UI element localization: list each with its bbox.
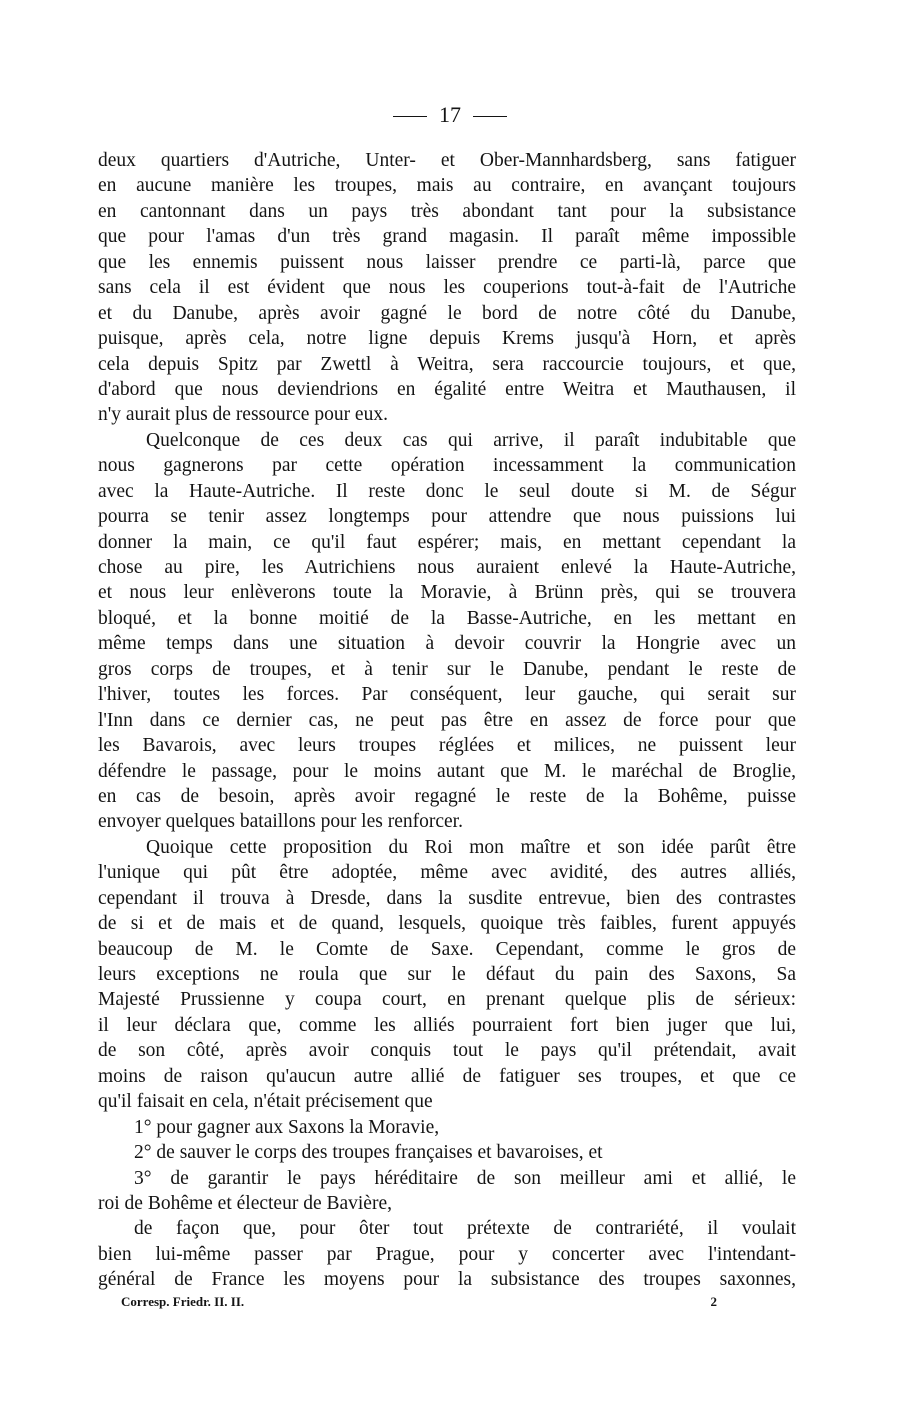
text-line: sans cela il est évident que nous les couperions tout-à-fait de l'Autriche xyxy=(98,277,796,299)
text-line: envoyer quelques bataillons pour les renforcer. xyxy=(98,811,463,833)
text-line: défendre le passage, pour le moins autant que M. le maréchal de Broglie, xyxy=(98,760,796,782)
text-line: bien lui-même passer par Prague, pour y concerter avec l'intendant- xyxy=(98,1243,796,1265)
signature-mark: 2 xyxy=(710,1294,717,1309)
text-line: cependant il trouva à Dresde, dans la susdite entrevue, bien des contrastes xyxy=(98,887,796,909)
text-line: cela depuis Spitz par Zwettl à Weitra, sera raccourcie toujours, et que, xyxy=(98,353,796,375)
page-number: 17 xyxy=(439,102,461,127)
text-line: bloqué, et la bonne moitié de la Basse-Autriche, en les mettant en xyxy=(98,607,796,629)
text-line: que pour l'amas d'un très grand magasin. Il paraît même impossible xyxy=(98,226,796,248)
text-line: il leur déclara que, comme les alliés pourraient fort bien juger que lui, xyxy=(98,1014,796,1036)
text-line: même temps dans une situation à devoir couvrir la Hongrie avec un xyxy=(98,633,796,655)
paragraph-start-line: Quoique cette proposition du Roi mon maître et son idée parût être xyxy=(146,836,796,858)
text-body xyxy=(98,148,796,1293)
text-line: l'unique qui pût être adoptée, même avec avidité, des autres alliés, xyxy=(98,862,796,884)
list-item: 2° de sauver le corps des troupes françaises et bavaroises, et xyxy=(134,1142,603,1164)
text-line: l'hiver, toutes les forces. Par conséquent, leur gauche, qui serait sur xyxy=(98,684,796,706)
paragraph-start-line: de façon que, pour ôter tout prétexte de contrariété, il voulait xyxy=(134,1218,796,1240)
footer-source: Corresp. Friedr. II. II. xyxy=(121,1294,245,1309)
text-line: n'y aurait plus de ressource pour eux. xyxy=(98,404,388,426)
text-line: deux quartiers d'Autriche, Unter- et Ober-Mannhardsberg, sans fatiguer xyxy=(98,150,796,171)
paragraph-start-line: Quelconque de ces deux cas qui arrive, il paraît indubitable que xyxy=(146,429,796,451)
text-line: Majesté Prussienne y coupa court, en prenant quelque plis de sérieux: xyxy=(98,989,796,1011)
header-dash-left xyxy=(393,116,427,117)
text-line: en cantonnant dans un pays très abondant tant pour la subsistance xyxy=(98,200,796,222)
text-line: roi de Bohême et électeur de Bavière, xyxy=(98,1192,392,1214)
text-line: leurs exceptions ne roula que sur le défaut du pain des Saxons, Sa xyxy=(98,964,796,985)
text-line: qu'il faisait en cela, n'était précisement que xyxy=(98,1091,433,1113)
text-line: que les ennemis puissent nous laisser prendre ce parti-là, parce que xyxy=(98,251,796,273)
text-line: avec la Haute-Autriche. Il reste donc le seul doute si M. de Ségur xyxy=(98,480,796,502)
text-line: les Bavarois, avec leurs troupes réglées et milices, ne puissent leur xyxy=(98,735,796,757)
text-line: de si et de mais et de quand, lesquels, quoique très faibles, furent appuyés xyxy=(98,913,796,935)
text-line: chose au pire, les Autrichiens nous auraient enlevé la Haute-Autriche, xyxy=(98,557,796,578)
page-footer xyxy=(121,1293,717,1311)
text-line: gros corps de troupes, et à tenir sur le Danube, pendant le reste de xyxy=(98,658,796,680)
text-line: moins de raison qu'aucun autre allié de fatiguer ses troupes, et que ce xyxy=(98,1065,796,1087)
text-line: d'abord que nous deviendrions en égalité entre Weitra et Mauthausen, il xyxy=(98,378,796,400)
text-line: et du Danube, après avoir gagné le bord de notre côté du Danube, xyxy=(98,302,796,324)
text-line: nous gagnerons par cette opération incessamment la communication xyxy=(98,455,796,477)
text-line: pourra se tenir assez longtemps pour attendre que nous puissions lui xyxy=(98,506,796,528)
text-line: puisque, après cela, notre ligne depuis Krems jusqu'à Horn, et après xyxy=(98,328,796,350)
text-line: de son côté, après avoir conquis tout le pays qu'il prétendait, avait xyxy=(98,1040,796,1062)
text-line: beaucoup de M. le Comte de Saxe. Cependant, comme le gros de xyxy=(98,938,796,960)
header-dash-right xyxy=(473,116,507,117)
text-line: l'Inn dans ce dernier cas, ne peut pas être en assez de force pour que xyxy=(98,709,796,731)
text-line: en aucune manière les troupes, mais au contraire, en avançant toujours xyxy=(98,175,796,197)
page-header xyxy=(0,101,900,129)
text-line: en cas de besoin, après avoir regagné le reste de la Bohême, puisse xyxy=(98,785,796,807)
text-line: donner la main, ce qu'il faut espérer; mais, en mettant cependant la xyxy=(98,531,796,553)
text-line: et nous leur enlèverons toute la Moravie, à Brünn près, qui se trouvera xyxy=(98,582,796,604)
text-line: général de France les moyens pour la subsistance des troupes saxonnes, xyxy=(98,1269,796,1291)
list-item: 1° pour gagner aux Saxons la Moravie, xyxy=(134,1116,440,1138)
list-item: 3° de garantir le pays héréditaire de son meilleur ami et allié, le xyxy=(134,1167,796,1189)
